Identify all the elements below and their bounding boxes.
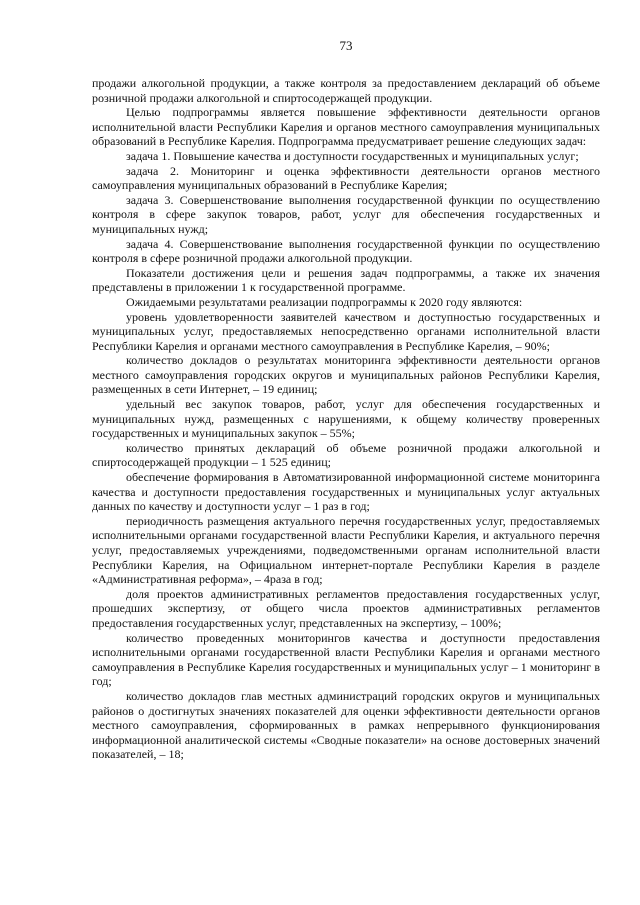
paragraph: удельный вес закупок товаров, работ, услуг для обеспечения государственных и муниципальных нужд, размещенных с нарушениями, к общему количеству проверенных государственных и муниципальных закупок – 55%; (92, 397, 600, 441)
paragraph: обеспечение формирования в Автоматизированной информационной системе мониторинга качества и доступности предоставления государственных и муниципальных услуг актуальных данных по качеству и доступности услуг – 1 раз в год; (92, 470, 600, 514)
paragraph: доля проектов административных регламентов предоставления государственных услуг, прошедших экспертизу, от общего числа проектов административных регламентов предоставления государственных услуг, представленных на экспертизу, – 100%; (92, 586, 600, 630)
paragraph: задача 4. Совершенствование выполнения государственной функции по осуществлению контроля в сфере розничной продажи алкогольной продукции. (92, 236, 600, 266)
paragraph: задача 3. Совершенствование выполнения государственной функции по осуществлению контроля в сфере закупок товаров, работ, услуг для обеспечения государственных и муниципальных нужд; (92, 192, 600, 236)
paragraph: задача 2. Мониторинг и оценка эффективности деятельности органов местного самоуправления муниципальных образований в Республике Карелия; (92, 163, 600, 193)
paragraph: количество докладов о результатах мониторинга эффективности деятельности органов местного самоуправления городских округов и муниципальных районов Республики Карелия, размещенных в сети Интернет, – 19 единиц; (92, 353, 600, 397)
paragraph: Целью подпрограммы является повышение эффективности деятельности органов исполнительной власти Республики Карелия и органов местного самоуправления муниципальных образований в Республике Карелия. Подпрограмма предусматривает решение следующих задач: (92, 105, 600, 149)
paragraph: периодичность размещения актуального перечня государственных услуг, предоставляемых исполнительными органами государственной власти Республики Карелия, и актуального перечня услуг, предоставляемых учреждениями, подведомственными органам исполнительной власти Республики Карелия, на Официальном интернет-портале Республики Карелия в разделе «Административная реформа», – 4раза в год; (92, 513, 600, 587)
paragraph: Ожидаемыми результатами реализации подпрограммы к 2020 году являются: (126, 294, 523, 309)
paragraph: количество докладов глав местных администраций городских округов и муниципальных районов о достигнутых значениях показателей для оценки эффективности деятельности органов местного самоуправления, сформированных в рамках непрерывного функционирования информационной аналитической системы «Сводные показатели» на основе достоверных значений показателей, – 18; (92, 688, 600, 762)
paragraph: количество проведенных мониторингов качества и доступности предоставления исполнительными органами государственной власти Республики Карелия и органами местного самоуправления в Республике Карелия государственных и муниципальных услуг – 1 мониторинг в год; (92, 630, 600, 689)
paragraph: количество принятых деклараций об объеме розничной продажи алкогольной и спиртосодержащей продукции – 1 525 единиц; (92, 440, 600, 470)
paragraph: уровень удовлетворенности заявителей качеством и доступностью государственных и муниципальных услуг, предоставляемых непосредственно органами исполнительной власти Республики Карелия и органами местного самоуправления в Республике Карелия, – 90%; (92, 309, 600, 353)
body-text (92, 76, 600, 762)
paragraph: задача 1. Повышение качества и доступности государственных и муниципальных услуг; (126, 148, 579, 163)
paragraph: Показатели достижения цели и решения задач подпрограммы, а также их значения представлены в приложении 1 к государственной программе. (92, 265, 600, 295)
paragraph: продажи алкогольной продукции, а также контроля за предоставлением деклараций об объеме розничной продажи алкогольной и спиртосодержащей продукции. (92, 76, 600, 105)
page-number: 73 (339, 38, 353, 53)
